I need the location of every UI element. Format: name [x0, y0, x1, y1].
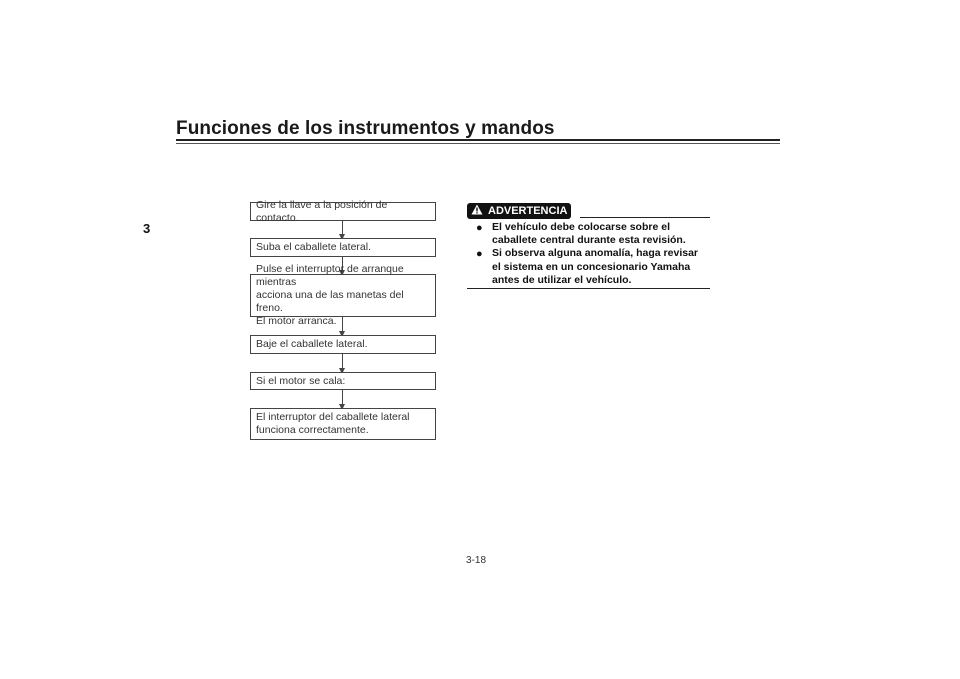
warning-top-rule [580, 217, 710, 218]
header-rule [176, 139, 780, 141]
flow-step-3-line-2: acciona una de las manetas del freno. [256, 289, 404, 314]
flow-arrow-5 [342, 390, 343, 409]
flow-step-6 [250, 408, 436, 440]
flow-step-2 [250, 238, 436, 257]
flow-arrow-3 [342, 317, 343, 336]
warning-item-1 [474, 221, 710, 247]
flow-step-2-line-1: Suba el caballete lateral. [256, 241, 371, 253]
flow-step-3-line-1: Pulse el interruptor de arranque mientras [256, 263, 404, 288]
flow-step-3-line-3: El motor arranca. [256, 315, 337, 327]
flow-step-5-line-1: Si el motor se cala: [256, 374, 346, 387]
flow-step-5 [250, 372, 436, 390]
warning-item-1-line-1: El vehículo debe colocarse sobre el [492, 221, 670, 233]
page-title: Funciones de los instrumentos y mandos [176, 118, 555, 139]
warning-item-2 [474, 247, 710, 287]
flow-step-1 [250, 198, 436, 224]
warning-item-2-line-3: antes de utilizar el vehículo. [492, 273, 632, 286]
flow-arrow-4 [342, 354, 343, 373]
flow-step-4-line-1: Baje el caballete lateral. [256, 338, 368, 350]
bullet-icon: ● [476, 248, 483, 261]
warning-list [474, 221, 710, 287]
warning-triangle-icon [471, 204, 483, 218]
flow-step-6-line-2: funciona correctamente. [256, 424, 369, 436]
page-number: 3-18 [466, 555, 487, 566]
warning-badge [467, 203, 571, 219]
warning-item-1-line-2: caballete central durante esta revisión. [492, 234, 686, 247]
bullet-icon: ● [476, 222, 483, 234]
warning-item-2-line-2: el sistema en un concesionario Yamaha [492, 260, 691, 273]
header-rule-thin [176, 143, 780, 144]
flow-step-4 [250, 335, 436, 354]
flow-step-6-line-1: El interruptor del caballete lateral [256, 411, 410, 423]
chapter-tab: 3 [143, 221, 151, 236]
flow-arrow-1 [342, 221, 343, 239]
flow-step-1-line-1: Gire la llave a la posición de contacto. [256, 198, 388, 224]
warning-item-2-line-1: Si observa alguna anomalía, haga revisar [492, 247, 699, 260]
warning-bottom-rule [467, 288, 710, 289]
warning-label: ADVERTENCIA [488, 205, 568, 217]
flow-step-3 [250, 263, 436, 327]
